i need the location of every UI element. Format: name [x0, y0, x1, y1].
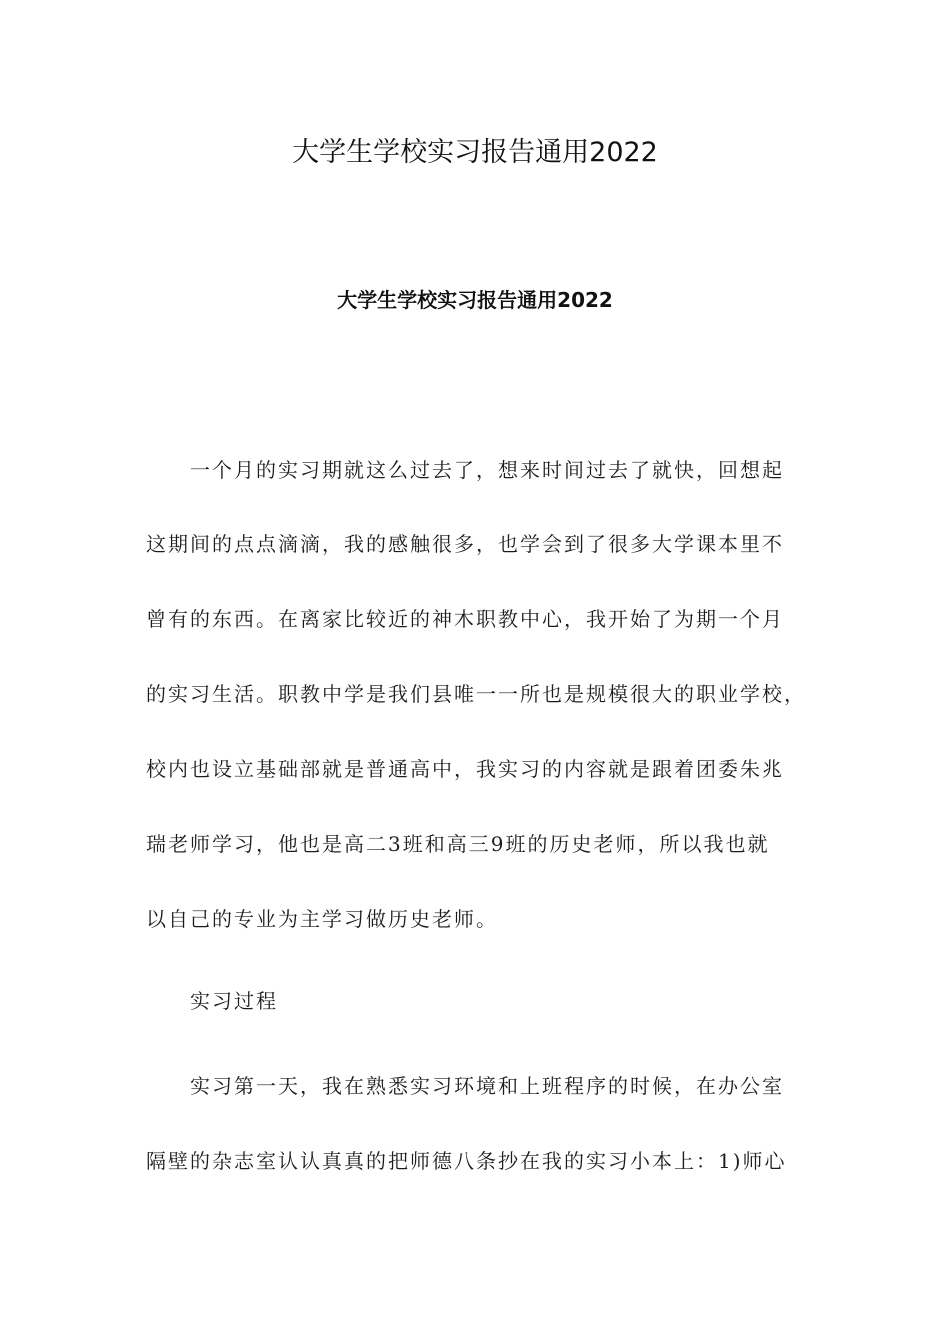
- paragraph-line: 一个月的实习期就这么过去了，想来时间过去了就快，回想起: [190, 458, 784, 482]
- paragraph-line: 实习第一天，我在熟悉实习环境和上班程序的时候，在办公室: [190, 1074, 784, 1098]
- paragraph-line: 的实习生活。职教中学是我们县唯一一所也是规模很大的职业学校，: [146, 682, 806, 706]
- paragraph-line: 隔壁的杂志室认认真真的把师德八条抄在我的实习小本上：1)师心: [146, 1149, 787, 1173]
- paragraph-line: 以自己的专业为主学习做历史老师。: [146, 907, 498, 931]
- section-heading: 实习过程: [190, 989, 278, 1013]
- document-title: 大学生学校实习报告通用2022: [292, 137, 658, 168]
- document-subtitle: 大学生学校实习报告通用2022: [337, 288, 613, 312]
- paragraph-line: 校内也设立基础部就是普通高中，我实习的内容就是跟着团委朱兆: [146, 757, 784, 781]
- paragraph-line: 瑞老师学习，他也是高二3班和高三9班的历史老师，所以我也就: [146, 832, 770, 856]
- paragraph-line: 曾有的东西。在离家比较近的神木职教中心，我开始了为期一个月: [146, 607, 784, 631]
- paragraph-line: 这期间的点点滴滴，我的感触很多，也学会到了很多大学课本里不: [146, 532, 784, 556]
